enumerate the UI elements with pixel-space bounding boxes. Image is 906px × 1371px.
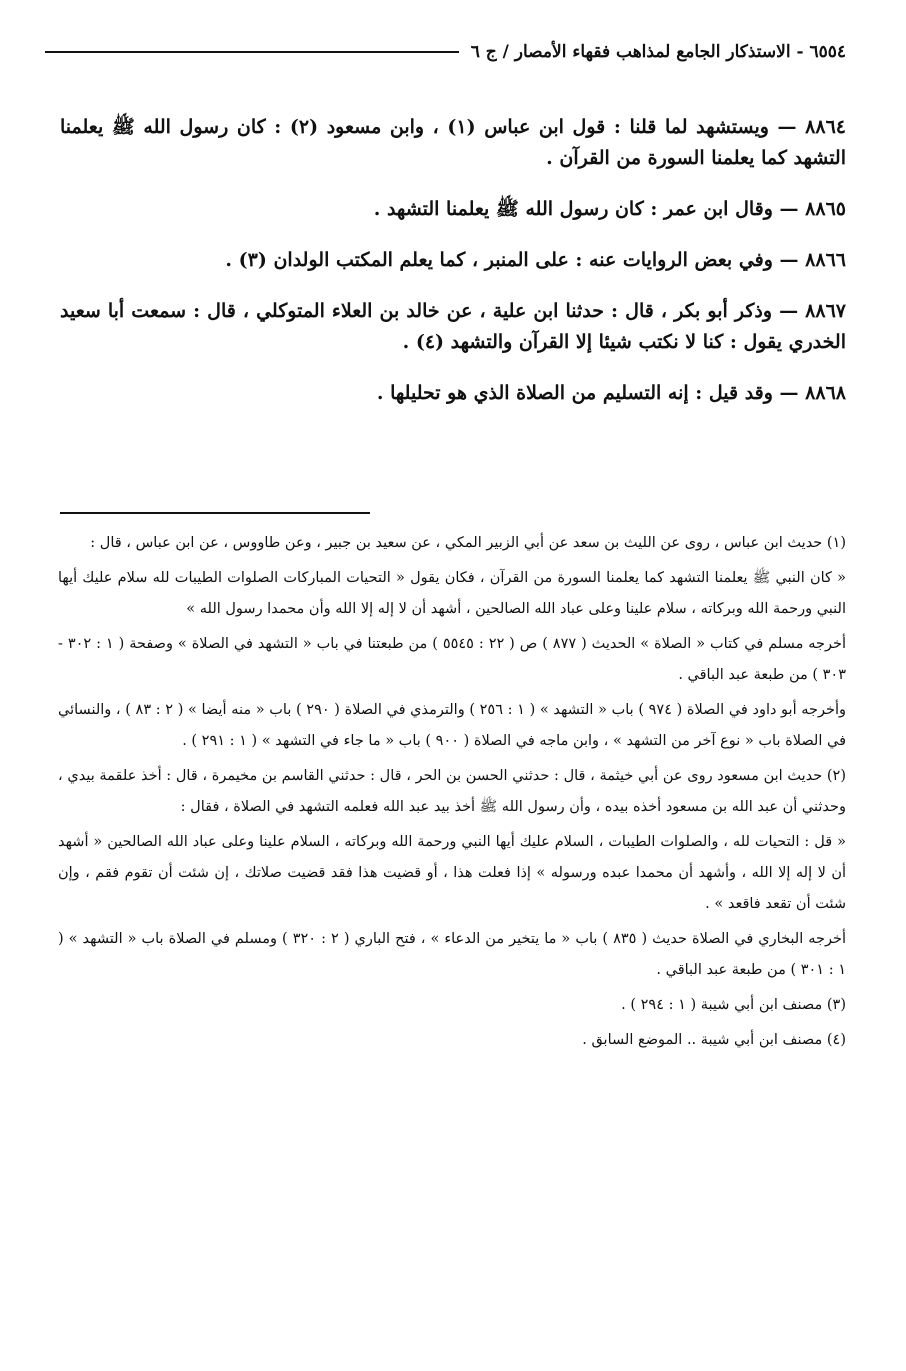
header-rule (45, 51, 459, 53)
footnote: (٢) حديث ابن مسعود روى عن أبي خيثمة ، قال : حدثني الحسن بن الحر ، قال : حدثني القاسم بن مخيمرة ، قال : أخذ علقمة بيدي ، وحدثني أن عبد الله بن مسعود أخذه بيده ، وأن رسول الله ﷺ أخذ بيد عبد الله فعلمه التشهد في الصلاة ، فقال : (58, 768, 846, 815)
paragraph-number: ٨٨٦٧ (805, 300, 846, 322)
footnote: (٤) مصنف ابن أبي شيبة .. الموضع السابق . (582, 1032, 846, 1048)
footnote: (٣) مصنف ابن أبي شيبة ( ١ : ٢٩٤ ) . (621, 997, 846, 1013)
footnote-citation: وأخرجه أبو داود في الصلاة ( ٩٧٤ ) باب « التشهد » ( ١ : ٢٥٦ ) والترمذي في الصلاة ( ٢٩٠ ) باب « منه أيضا » ( ٢ : ٨٣ ) ، والنسائي في الصلاة باب « نوع آخر من التشهد » ، وابن ماجه في الصلاة ( ٩٠٠ ) باب « ما جاء في التشهد » ( ١ : ٢٩١ ) . (58, 702, 846, 749)
footnote-citation: أخرجه مسلم في كتاب « الصلاة » الحديث ( ٨٧٧ ) ص ( ٢٢ : ٥٥٤٥ ) من طبعتنا في باب « التشهد في الصلاة » وصفحة ( ١ : ٣٠٢ - ٣٠٣ ) من طبعة عبد الباقي . (58, 636, 847, 683)
paragraph-number: ٨٨٦٤ (805, 116, 846, 138)
footnote: (١) حديث ابن عباس ، روى عن الليث بن سعد عن أبي الزبير المكي ، عن سعيد بن جبير ، وعن طاووس ، عن ابن عباس ، قال : (90, 535, 846, 551)
paragraph-text: وقال ابن عمر : كان رسول الله ﷺ يعلمنا التشهد . (373, 198, 773, 220)
page-header (45, 38, 846, 66)
paragraph: ٨٨٦٤ — ويستشهد لما قلنا : قول ابن عباس (١) ، وابن مسعود (٢) : كان رسول الله ﷺ يعلمنا التشهد كما يعلمنا السورة من القرآن . (60, 116, 846, 169)
paragraph-text: ويستشهد لما قلنا : قول ابن عباس (١) ، وابن مسعود (٢) : كان رسول الله ﷺ يعلمنا التشهد كما يعلمنا السورة من القرآن . (60, 116, 846, 169)
paragraph: ٨٨٦٨ — وقد قيل : إنه التسليم من الصلاة الذي هو تحليلها . (376, 382, 846, 404)
footnotes (58, 528, 846, 1060)
paragraph-text: وذكر أبو بكر ، قال : حدثنا ابن علية ، عن خالد بن العلاء المتوكلي ، قال : سمعت أبا سعيد الخدري يقول : كنا لا نكتب شيئا إلا القرآن والتشهد (٤) . (60, 300, 846, 353)
footnote-quote: « كان النبي ﷺ يعلمنا التشهد كما يعلمنا السورة من القرآن ، فكان يقول « التحيات المباركات الصلوات الطيبات لله سلام عليك أيها النبي ورحمة الله وبركاته ، سلام علينا وعلى عباد الله الصالحين ، أشهد أن لا إله إلا الله وأن محمدا رسول الله » (58, 570, 846, 617)
paragraph-number: ٨٨٦٨ (805, 382, 846, 404)
running-header-text: ٦٥٥٤ - الاستذكار الجامع لمذاهب فقهاء الأمصار / ج ٦ (470, 42, 846, 62)
paragraph-number: ٨٨٦٥ (805, 198, 846, 220)
paragraph-text: وفي بعض الروايات عنه : على المنبر ، كما يعلم المكتب الولدان (٣) . (225, 249, 773, 271)
paragraph-number: ٨٨٦٦ (805, 249, 846, 271)
paragraph: ٨٨٦٦ — وفي بعض الروايات عنه : على المنبر ، كما يعلم المكتب الولدان (٣) . (225, 249, 846, 271)
footnote-quote: « قل : التحيات لله ، والصلوات الطيبات ، السلام عليك أيها النبي ورحمة الله وبركاته ، السلام علينا وعلى عباد الله الصالحين « أشهد أن لا إله إلا الله ، وأشهد أن محمدا عبده ورسوله » إذا فعلت هذا ، أو قضيت هذا فقد قضيت صلاتك ، إن شئت أن تقوم فقم ، وإن شئت أن تقعد فاقعد » . (58, 834, 846, 912)
paragraph: ٨٨٦٧ — وذكر أبو بكر ، قال : حدثنا ابن علية ، عن خالد بن العلاء المتوكلي ، قال : سمعت أبا سعيد الخدري يقول : كنا لا نكتب شيئا إلا القرآن والتشهد (٤) . (60, 300, 846, 353)
footnote-citation: أخرجه البخاري في الصلاة حديث ( ٨٣٥ ) باب « ما يتخير من الدعاء » ، فتح الباري ( ٢ : ٣٢٠ ) ومسلم في الصلاة باب « التشهد » ( ١ : ٣٠١ ) من طبعة عبد الباقي . (58, 931, 846, 978)
footnote-divider (60, 512, 370, 514)
main-text (60, 112, 846, 429)
paragraph-text: وقد قيل : إنه التسليم من الصلاة الذي هو تحليلها . (376, 382, 773, 404)
paragraph: ٨٨٦٥ — وقال ابن عمر : كان رسول الله ﷺ يعلمنا التشهد . (373, 198, 846, 220)
